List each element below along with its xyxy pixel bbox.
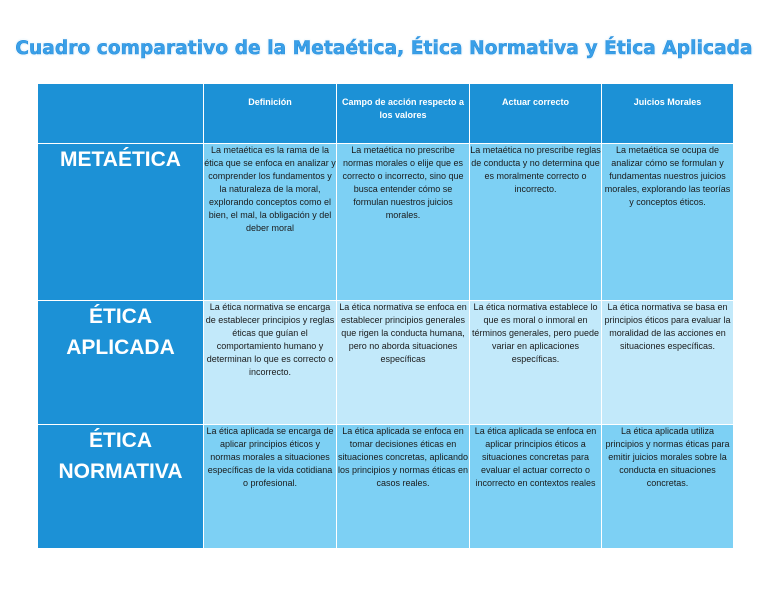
table-cell: La ética aplicada se enfoca en aplicar principios éticos a situaciones concretas para evaluar el actuar correcto o incorrecto en contextos reales: [470, 425, 602, 549]
table-cell: La metaética no prescribe reglas de conducta y no determina que es moralmente correcto o incorrecto.: [470, 144, 602, 301]
column-header-definicion: Definición: [204, 84, 337, 144]
table-cell: La ética normativa se encarga de establecer principios y reglas éticas que guían el comportamiento humano y determinan lo que es correcto o incorrecto.: [204, 301, 337, 425]
comparison-table: [37, 83, 734, 549]
row-header-metaetica: METAÉTICA: [38, 144, 204, 301]
table-cell: La ética aplicada se encarga de aplicar principios éticos y normas morales a situaciones específicas de la vida cotidiana o profesional.: [204, 425, 337, 549]
row-header-etica-aplicada: ÉTICA APLICADA: [38, 301, 204, 425]
column-header-actuar-correcto: Actuar correcto: [470, 84, 602, 144]
table-cell: La ética normativa se enfoca en establecer principios generales que rigen la conducta humana, pero no aborda situaciones específicas: [337, 301, 470, 425]
table-row-etica-normativa: [38, 425, 734, 549]
column-header-juicios-morales: Juicios Morales: [602, 84, 734, 144]
table-cell: La metaética es la rama de la ética que se enfoca en analizar y comprender los fundamentos y la naturaleza de la moral, explorando conceptos como el bien, el mal, la obligación y del deber moral: [204, 144, 337, 301]
table-cell: La metaética se ocupa de analizar cómo se formulan y fundamentas nuestros juicios morales, explorando las teorías y conceptos éticos.: [602, 144, 734, 301]
header-corner-cell: [38, 84, 204, 144]
table-cell: La ética normativa se basa en principios éticos para evaluar la moralidad de las acciones en situaciones específicas.: [602, 301, 734, 425]
table-row-etica-aplicada: [38, 301, 734, 425]
table-cell: La ética aplicada utiliza principios y normas éticas para emitir juicios morales sobre la conducta en situaciones concretas.: [602, 425, 734, 549]
table-header-row: [38, 84, 734, 144]
table-cell: La ética normativa establece lo que es moral o inmoral en términos generales, pero puede variar en aplicaciones específicas.: [470, 301, 602, 425]
table-row-metaetica: [38, 144, 734, 301]
row-header-etica-normativa: ÉTICA NORMATIVA: [38, 425, 204, 549]
column-header-campo-de-accion: Campo de acción respecto a los valores: [337, 84, 470, 144]
table-cell: La ética aplicada se enfoca en tomar decisiones éticas en situaciones concretas, aplicando los principios y normas éticas en casos reales.: [337, 425, 470, 549]
page-title: Cuadro comparativo de la Metaética, Ética Normativa y Ética Aplicada: [15, 38, 753, 59]
table-cell: La metaética no prescribe normas morales o elije que es correcto o incorrecto, sino que busca entender cómo se formulan nuestros juicios morales.: [337, 144, 470, 301]
